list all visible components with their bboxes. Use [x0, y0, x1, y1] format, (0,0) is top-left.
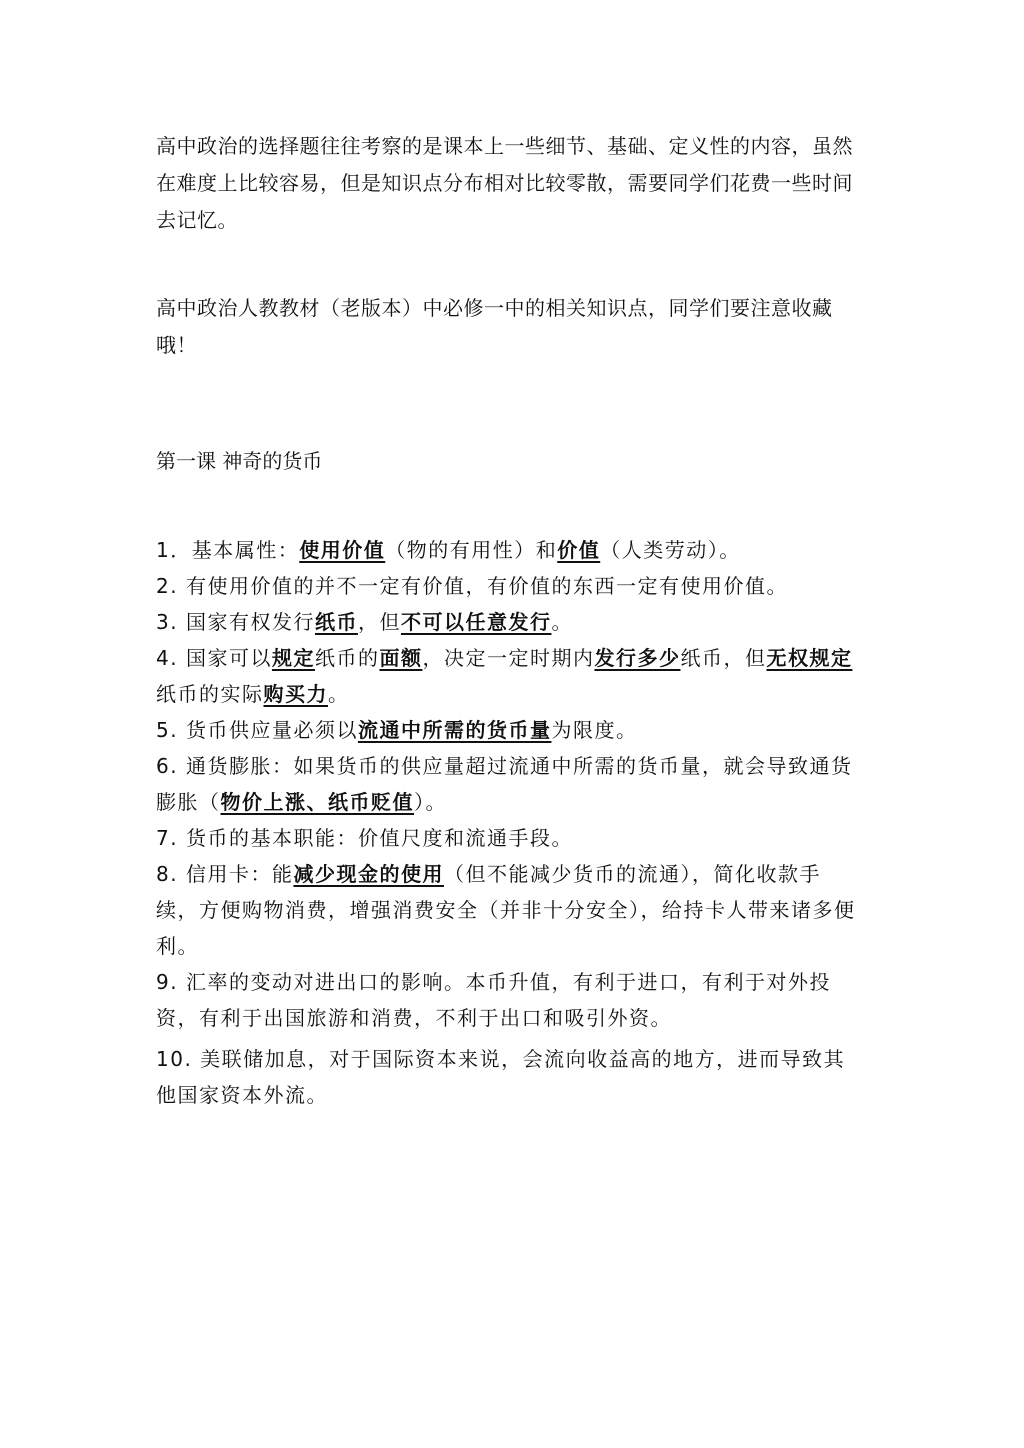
key-term: 发行多少 — [594, 646, 681, 670]
collect-note-paragraph: 高中政治人教教材（老版本）中必修一中的相关知识点，同学们要注意收藏哦！ — [156, 296, 833, 357]
key-term: 无权规定 — [766, 646, 853, 670]
intro-paragraph: 高中政治的选择题往往考察的是课本上一些细节、基础、定义性的内容，虽然在难度上比较容易，但是知识点分布相对比较零散，需要同学们花费一些时间去记忆。 — [156, 134, 853, 232]
knowledge-point-8: 8. 信用卡：能减少现金的使用（但不能减少货币的流通），简化收款手续，方便购物消费，增强消费安全（并非十分安全），给持卡人带来诸多便利。 — [156, 862, 856, 958]
key-term: 流通中所需的货币量 — [357, 718, 552, 742]
knowledge-point-10: 10. 美联储加息，对于国际资本来说，会流向收益高的地方，进而导致其他国家资本外流。 — [156, 1047, 846, 1107]
knowledge-point-5: 5. 货币供应量必须以流通中所需的货币量为限度。 — [156, 718, 638, 742]
knowledge-point-6: 6. 通货膨胀：如果货币的供应量超过流通中所需的货币量，就会导致通货膨胀（物价上涨、纸币贬值）。 — [156, 754, 853, 814]
lesson-title: 第一课 神奇的货币 — [156, 449, 323, 473]
knowledge-point-9: 9. 汇率的变动对进出口的影响。本币升值，有利于进口，有利于对外投资，有利于出国旅游和消费，不利于出口和吸引外资。 — [156, 970, 831, 1030]
knowledge-point-7: 7. 货币的基本职能：价值尺度和流通手段。 — [156, 826, 573, 850]
key-term: 减少现金的使用 — [293, 862, 444, 886]
knowledge-point-list — [156, 532, 862, 1113]
key-term: 价值 — [557, 538, 601, 562]
knowledge-point-3: 3. 国家有权发行纸币，但不可以任意发行。 — [156, 610, 573, 634]
key-term: 物价上涨、纸币贬值 — [220, 790, 414, 814]
key-term: 购买力 — [263, 682, 328, 706]
knowledge-point-1: 1．基本属性：使用价值（物的有用性）和价值（人类劳动）。 — [156, 538, 741, 562]
key-term: 规定 — [271, 646, 315, 670]
key-term: 面额 — [379, 646, 423, 670]
knowledge-point-4: 4. 国家可以规定纸币的面额，决定一定时期内发行多少纸币，但无权规定纸币的实际购买力。 — [156, 646, 853, 706]
knowledge-point-2: 2. 有使用价值的并不一定有价值，有价值的东西一定有使用价值。 — [156, 574, 788, 598]
key-term: 纸币 — [314, 610, 358, 634]
key-term: 使用价值 — [299, 538, 386, 562]
key-term: 不可以任意发行 — [400, 610, 552, 634]
